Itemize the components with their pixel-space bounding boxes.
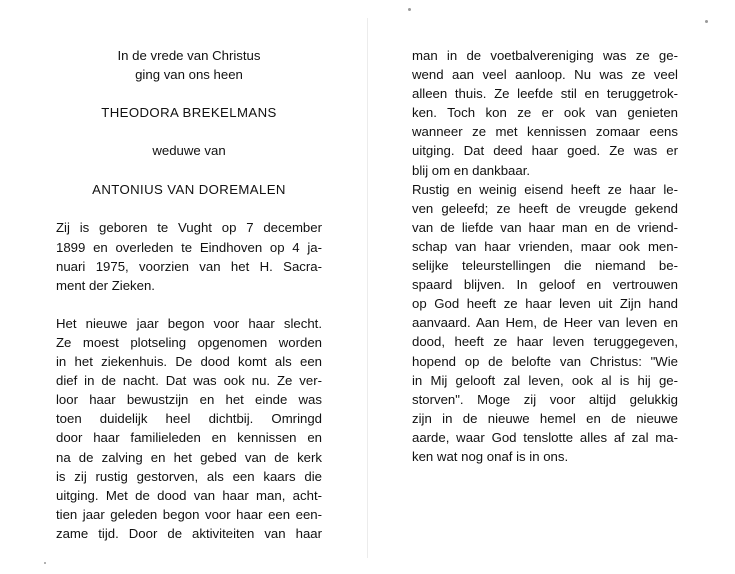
text-line: in het ziekenhuis. De dood komt als een <box>56 354 322 370</box>
text-line: van de liefde van haar man en de vriend- <box>412 219 678 235</box>
text-line: is zij rustig gestorven, als een kaars die <box>56 468 322 484</box>
text-line: uitging. Met de dood van haar man, acht- <box>56 487 322 503</box>
text-line: toen duidelijk heel dichtbij. Omringd <box>56 411 322 427</box>
text-line: spaard blijven. In geloof en vertrouwen <box>412 277 678 293</box>
card-fold-line <box>367 18 368 558</box>
opening-phrase <box>56 46 322 84</box>
text-line: wanneer ze met kennissen zomaar eens <box>412 124 678 140</box>
opening-line: ging van ons heen <box>135 67 243 83</box>
text-line: wend aan veel aanloop. Nu was ze veel <box>412 67 678 83</box>
text-line: ken wat nog onaf is in ons. <box>412 448 569 464</box>
text-line: ken. Toch kon ze er ook van genieten <box>412 105 678 121</box>
text-line: loor haar bewustzijn en het einde was <box>56 392 322 408</box>
text-line: Zij is geboren te Vught op 7 december <box>56 220 322 236</box>
opening-line: In de vrede van Christus <box>117 48 261 63</box>
deceased-name: THEODORA BREKELMANS <box>101 105 277 121</box>
text-line: hopend op de belofte van Christus: "Wie <box>412 353 678 369</box>
text-line: tien jaar geleden begon voor haar een een- <box>56 506 322 522</box>
text-line: op God heeft ze haar leven uit Zijn hand <box>412 296 678 312</box>
text-line: storven". Moge zij voor altijd gelukkig <box>412 391 678 407</box>
text-line: man in de voetbalvereniging was ze ge- <box>412 48 678 63</box>
text-line: uitging. Dat deed haar goed. Ze was er <box>412 143 678 159</box>
text-line: na de zalving en het gebed van de kerk <box>56 449 322 465</box>
text-line: selijke teleurstellingen die niemand be- <box>412 258 678 274</box>
text-line: aarde, waar God tenslotte alles af zal ma- <box>412 429 678 445</box>
text-line: nuari 1975, voorzien van het H. Sacra- <box>56 258 322 274</box>
text-line: 1899 en overleden te Eindhoven op 4 ja- <box>56 239 322 255</box>
text-line: blij om en dankbaar. <box>412 162 531 178</box>
text-line: Het nieuwe jaar begon voor haar slecht. <box>56 315 322 331</box>
text-line: in Mij gelooft zal leven, ook al is hij ge- <box>412 372 678 388</box>
text-line: dood, heeft ze haar leven teruggegeven, <box>412 334 678 350</box>
birth-paragraph <box>56 218 322 294</box>
text-line: dief in de nacht. Dat was ook nu. Ze ver- <box>56 373 322 389</box>
text-line: zame tijd. Door de aktiviteiten van haar <box>56 525 322 541</box>
text-line: door haar familieleden en kennissen en <box>56 430 322 446</box>
text-line: zijn in de nieuwe hemel en de nieuwe <box>412 410 678 426</box>
spouse-name: ANTONIUS VAN DOREMALEN <box>92 182 286 198</box>
text-line: ven geleefd; ze heeft de vreugde gekend <box>412 200 678 216</box>
text-line: ment der Zieken. <box>56 277 155 293</box>
relation-text: weduwe van <box>152 143 226 159</box>
print-speck <box>705 20 708 23</box>
print-speck <box>408 8 411 11</box>
story-paragraph <box>56 314 322 543</box>
text-line: schap van haar vrienden, maar ook men- <box>412 238 678 254</box>
print-speck <box>44 562 46 564</box>
text-line: Ze moest plotseling opgenomen worden <box>56 334 322 350</box>
text-line: aanvaard. Aan Hem, de Heer van leven en <box>412 315 678 331</box>
left-panel <box>56 46 322 543</box>
text-line: alleen thuis. Ze leefde stil en teruggetrok- <box>412 86 678 102</box>
text-line: Rustig en weinig eisend heeft ze haar le- <box>412 181 678 197</box>
right-panel <box>412 46 678 466</box>
right-paragraphs <box>412 46 678 466</box>
